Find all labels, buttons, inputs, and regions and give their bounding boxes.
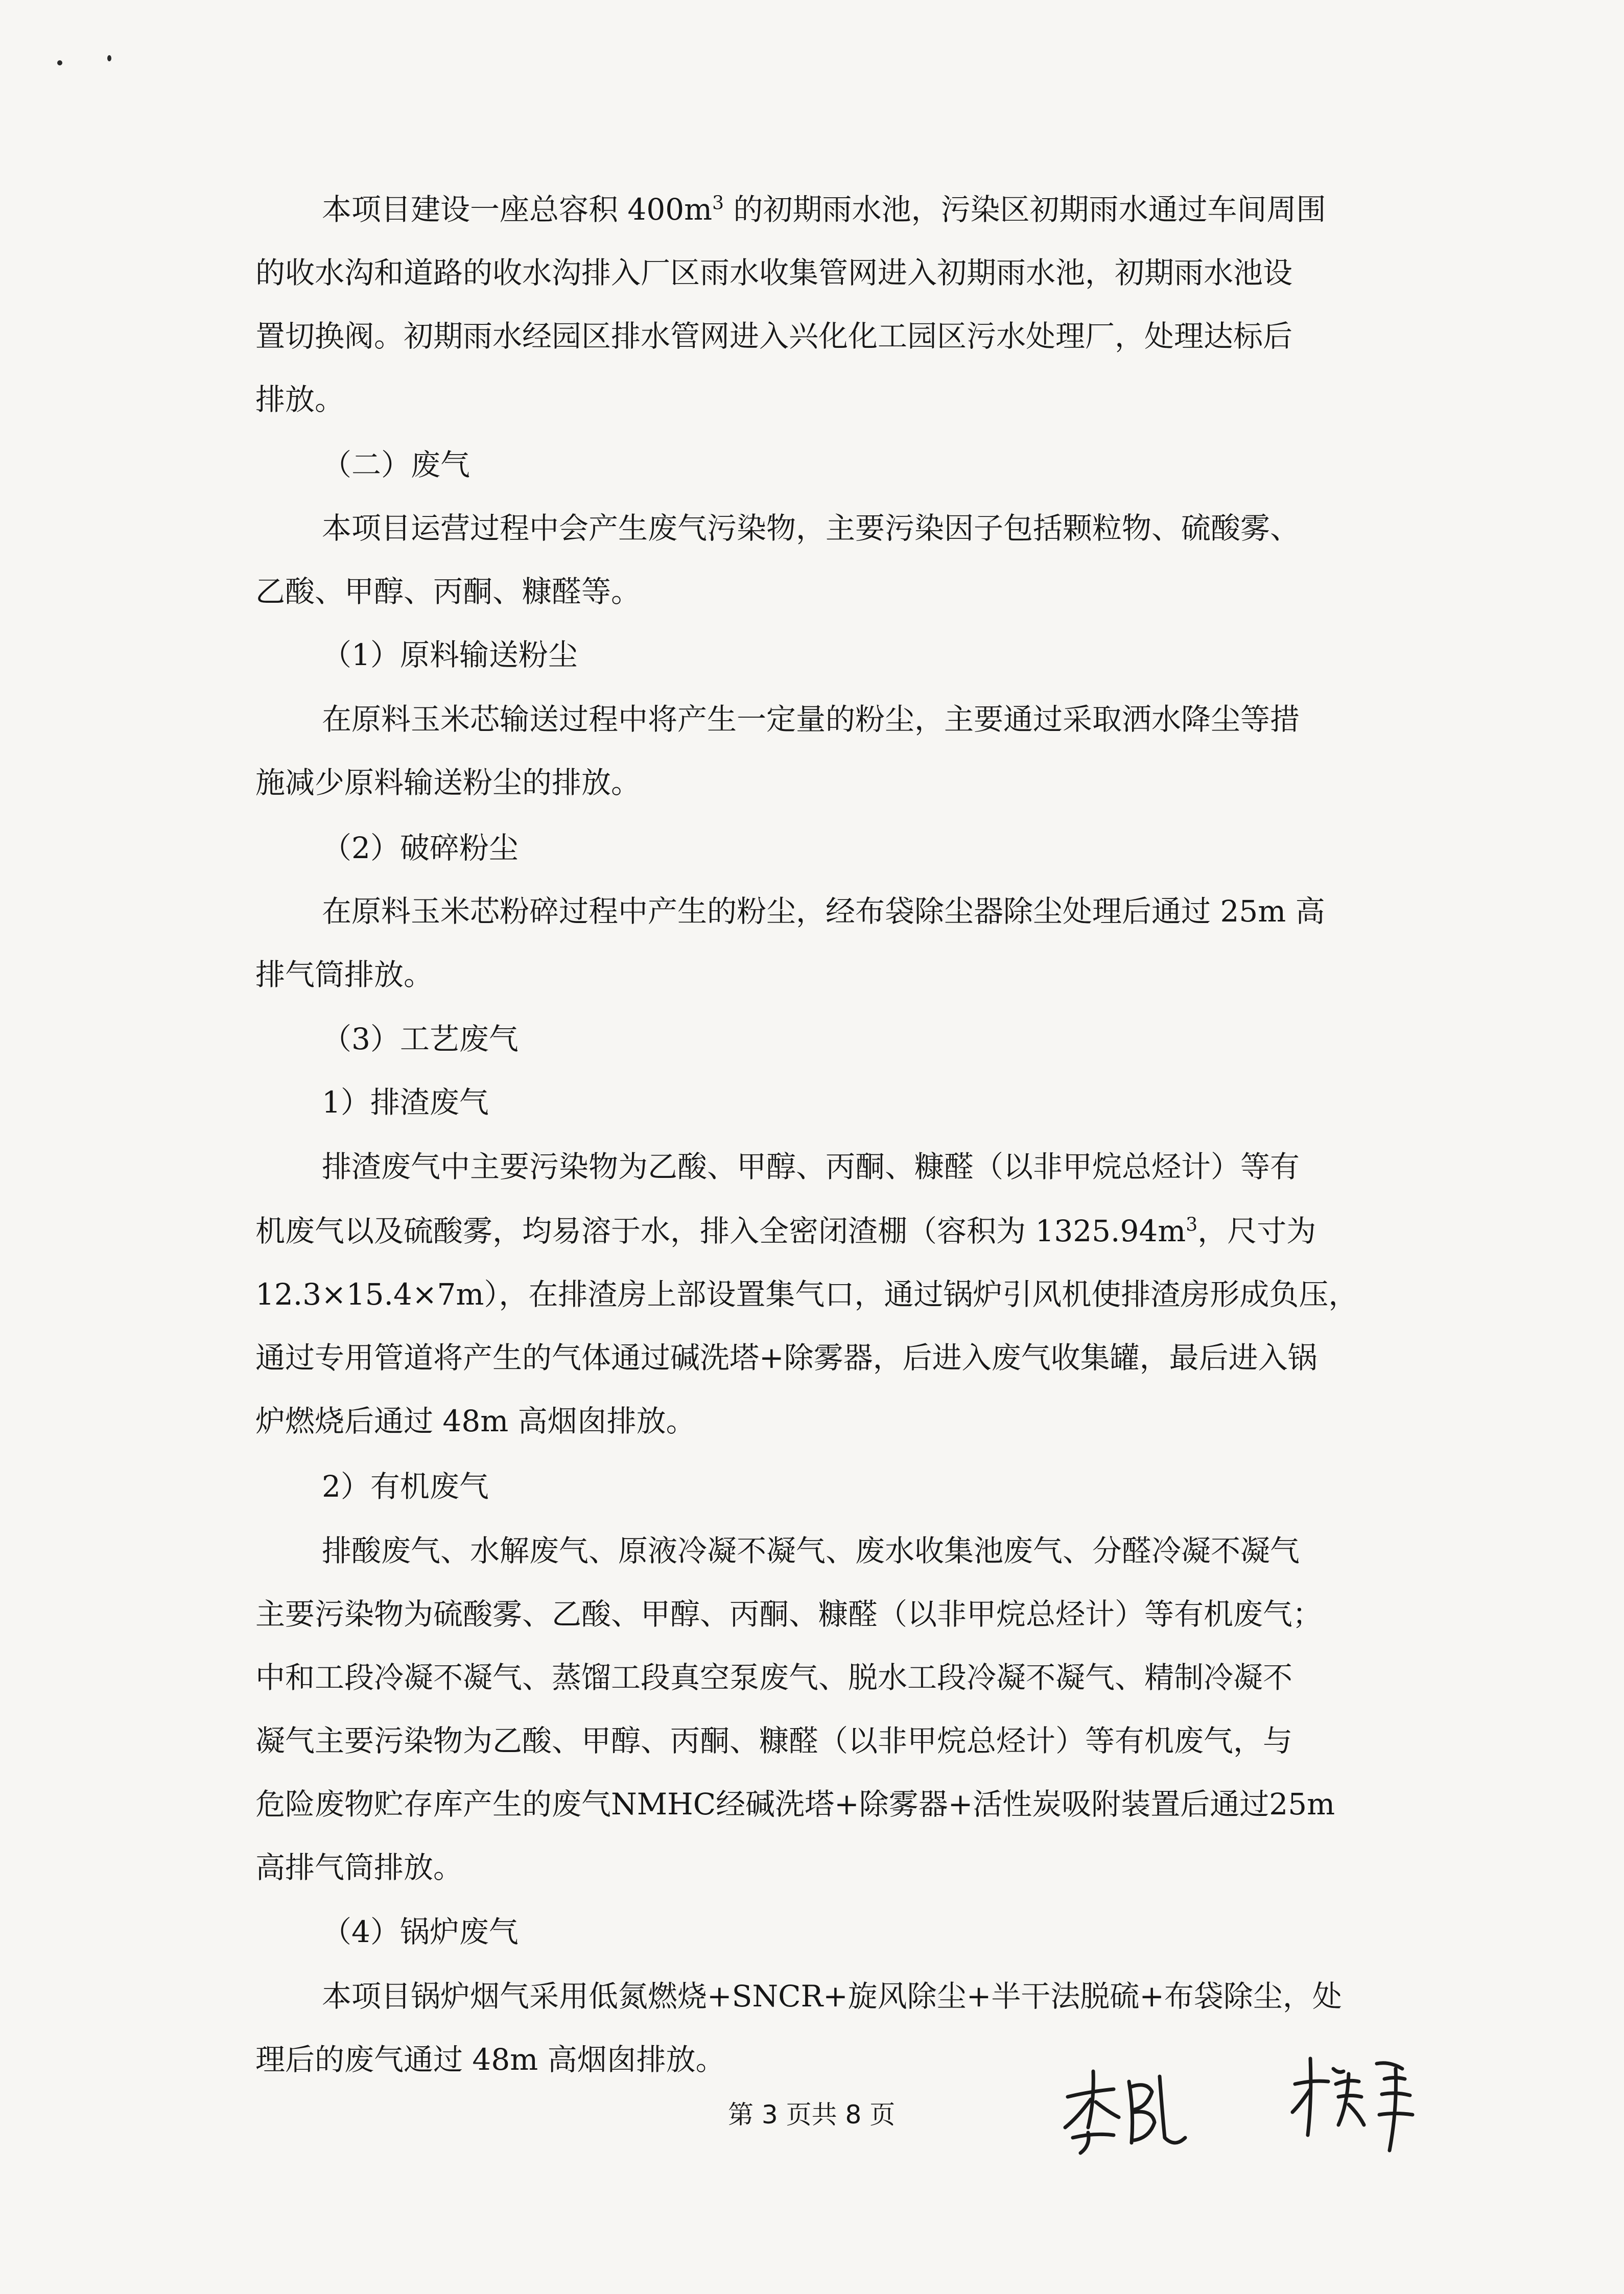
paragraph-line: 在原料玉米芯粉碎过程中产生的粉尘，经布袋除尘器除尘处理后通过 25m 高 [322,894,1325,929]
paragraph-line: 凝气主要污染物为乙酸、甲醇、丙酮、糠醛（以非甲烷总烃计）等有机废气，与 [255,1723,1293,1758]
subsection-heading: 2）有机废气 [322,1469,489,1504]
paragraph-line: 排酸废气、水解废气、原液冷凝不凝气、废水收集池废气、分醛冷凝不凝气 [322,1533,1300,1568]
paragraph-line: 主要污染物为硫酸雾、乙酸、甲醇、丙酮、糠醛（以非甲烷总烃计）等有机废气； [255,1597,1323,1631]
paragraph-line: 炉燃烧后通过 48m 高烟囱排放。 [255,1404,696,1438]
paragraph-line: 本项目建设一座总容积 $400m^3$ 的初期雨水池，污染区初期雨水通过车间周围 [322,192,1326,227]
subsection-heading: （3）工艺废气 [322,1022,519,1056]
paragraph-line: 理后的废气通过 48m 高烟囱排放。 [255,2042,725,2077]
scan-speck [57,60,62,65]
paragraph-line: 本项目锅炉烟气采用低氮燃烧+SNCR+旋风除尘+半干法脱硫+布袋除尘，处 [322,1979,1342,2014]
section-heading: （二）废气 [322,447,470,482]
page-number: 第 3 页共 8 页 [728,2100,896,2130]
subsection-heading: 1）排渣废气 [322,1085,489,1120]
subsection-heading: （1）原料输送粉尘 [322,637,578,672]
paragraph-line: 12.3×15.4×7m），在排渣房上部设置集气口，通过锅炉引风机使排渣房形成负压， [255,1277,1358,1312]
subsection-heading: （4）锅炉废气 [322,1914,519,1949]
paragraph-line: 危险废物贮存库产生的废气NMHC经碱洗塔+除雾器+活性炭吸附装置后通过25m [255,1787,1335,1822]
handwritten-signature-2 [1287,2048,1420,2156]
paragraph-line: 机废气以及硫酸雾，均易溶于水，排入全密闭渣棚（容积为 $1325.94m^3$，尺寸为 [255,1214,1316,1248]
paragraph-line: 中和工段冷凝不凝气、蒸馏工段真空泵废气、脱水工段冷凝不凝气、精制冷凝不 [255,1660,1293,1695]
paragraph-line: 的收水沟和道路的收水沟排入厂区雨水收集管网进入初期雨水池，初期雨水池设 [255,255,1293,290]
paragraph-line: 本项目运营过程中会产生废气污染物，主要污染因子包括颗粒物、硫酸雾、 [322,511,1300,546]
paragraph-line: 通过专用管道将产生的气体通过碱洗塔+除雾器，后进入废气收集罐，最后进入锅 [255,1340,1317,1375]
paragraph-line: 排渣废气中主要污染物为乙酸、甲醇、丙酮、糠醛（以非甲烷总烃计）等有 [322,1149,1300,1184]
paragraph-line: 高排气筒排放。 [255,1850,463,1885]
paragraph-line: 排放。 [255,382,345,417]
paragraph-line: 在原料玉米芯输送过程中将产生一定量的粉尘，主要通过采取洒水降尘等措 [322,702,1300,737]
handwritten-signature-1 [1057,2061,1190,2158]
paragraph-line: 排气筒排放。 [255,957,434,992]
paragraph-line: 施减少原料输送粉尘的排放。 [255,765,641,800]
subsection-heading: （2）破碎粉尘 [322,831,519,865]
scan-speck [107,55,111,61]
paragraph-line: 乙酸、甲醇、丙酮、糠醛等。 [255,574,641,609]
paragraph-line: 置切换阀。初期雨水经园区排水管网进入兴化化工园区污水处理厂，处理达标后 [255,319,1293,353]
